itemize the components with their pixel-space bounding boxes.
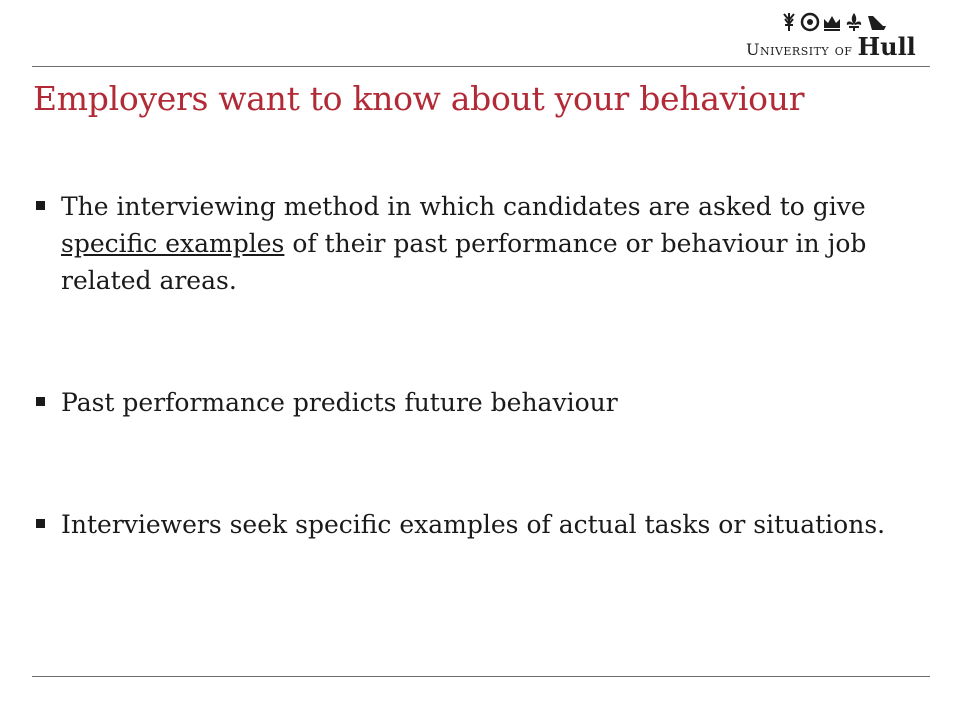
top-divider — [32, 66, 930, 67]
bullet-text-emphasis: specific examples — [61, 229, 285, 258]
logo-wordmark — [746, 32, 916, 61]
bullet-square-icon — [36, 397, 45, 406]
ship-icon — [866, 12, 888, 32]
bullet-square-icon — [36, 201, 45, 210]
university-logo — [746, 12, 934, 61]
fleur-de-lis-icon — [844, 12, 864, 32]
bullet-text-start: The interviewing method in which candidates are asked to give — [61, 192, 866, 221]
bullet-text-end: of their past performance or behaviour in job related areas. — [61, 229, 867, 295]
bullet-item — [36, 384, 886, 421]
bullet-square-icon — [36, 519, 45, 528]
logo-university-label: University of — [746, 40, 853, 59]
logo-hull-label: Hull — [857, 32, 916, 61]
crown-icon — [822, 12, 842, 32]
bullet-item — [36, 188, 886, 299]
slide-title: Employers want to know about your behaviour — [33, 79, 805, 118]
bottom-divider — [32, 676, 930, 677]
logo-emblems — [780, 12, 900, 32]
bullet-text: Interviewers seek specific examples of actual tasks or situations. — [61, 510, 886, 539]
bullet-text: Past performance predicts future behaviour — [61, 388, 618, 417]
wheat-sheaf-icon — [780, 12, 798, 32]
bullet-list — [36, 188, 886, 543]
rose-icon — [800, 12, 820, 32]
bullet-item — [36, 506, 886, 543]
